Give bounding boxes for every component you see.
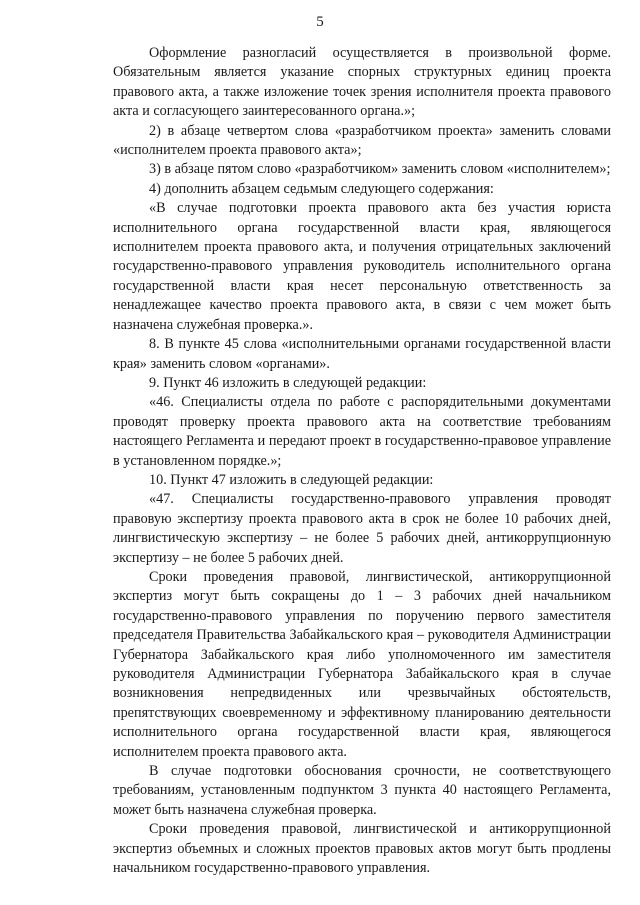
paragraph-amendment-4: 4) дополнить абзацем седьмым следующего содержания: xyxy=(149,180,494,197)
paragraph-new-seventh-abzac: «В случае подготовки проекта правового акта без участия юриста исполнительного органа государственной власти края, являющегося исполнителем проекта правового акта, и получения отрицательных заключений государственно-правового управления руководитель исполнительного органа государственной власти края несет персональную ответственность за ненадлежащее качество проекта правового акта, в связи с чем может быть назначена служебная проверка.». xyxy=(113,200,611,333)
paragraph-point-47: «47. Специалисты государственно-правового управления проводят правовую экспертизу проекта правового акта в срок не более 10 рабочих дней, лингвистическую экспертизу – не более 5 рабочих дней, антикоррупционную экспертизу – не более 5 рабочих дней. xyxy=(113,491,611,566)
page-number: 5 xyxy=(316,14,324,30)
paragraph-item-8: 8. В пункте 45 слова «исполнительными органами государственной власти края» заменить словом «органами». xyxy=(113,336,611,372)
paragraph-amendment-2: 2) в абзаце четвертом слова «разработчиком проекта» заменить словами «исполнителем проекта правового акта»; xyxy=(113,122,611,159)
paragraph-amendment-3: 3) в абзаце пятом слово «разработчиком» заменить словом «исполнителем»; xyxy=(149,161,611,178)
document-body xyxy=(113,44,611,878)
paragraph-item-10: 10. Пункт 47 изложить в следующей редакции: xyxy=(149,471,434,488)
paragraph-expertise-extension: Сроки проведения правовой, лингвистической и антикоррупционной экспертиз объемных и сложных проектов правовых актов могут быть продлены начальником государственно-правового управления. xyxy=(113,821,611,877)
paragraph-point-46: «46. Специалисты отдела по работе с распорядительными документами проводят проверку проекта правового акта на соответствие требованиям настоящего Регламента и передают проект в государственно-правовое управление в установленном порядке.»; xyxy=(113,394,611,469)
paragraph-expertise-shortening: Сроки проведения правовой, лингвистической, антикоррупционной экспертиз могут быть сокращены до 1 – 3 рабочих дней начальником государственно-правового управления по поручению первого заместителя председателя Правительства Забайкальского края – руководителя Администрации Губернатора Забайкальского края либо уполномоченного им заместителя руководителя Администрации Губернатора Забайкальского края в случае возникновения непредвиденных или чрезвычайных обстоятельств, препятствующих своевременному и эффективному планированию деятельности исполнительного органа государственной власти края, являющегося исполнителем проекта правового акта. xyxy=(113,568,611,760)
paragraph-urgency-justification: В случае подготовки обоснования срочности, не соответствующего требованиям, установленным подпунктом 3 пункта 40 настоящего Регламента, может быть назначена служебная проверка. xyxy=(113,763,611,818)
paragraph-item-9: 9. Пункт 46 изложить в следующей редакции: xyxy=(149,374,427,391)
paragraph-disagreements: Оформление разногласий осуществляется в произвольной форме. Обязательным является указание спорных структурных единиц проекта правового акта, а также изложение точек зрения исполнителя проекта правового акта и согласующего заинтересованного органа.»; xyxy=(113,45,611,120)
